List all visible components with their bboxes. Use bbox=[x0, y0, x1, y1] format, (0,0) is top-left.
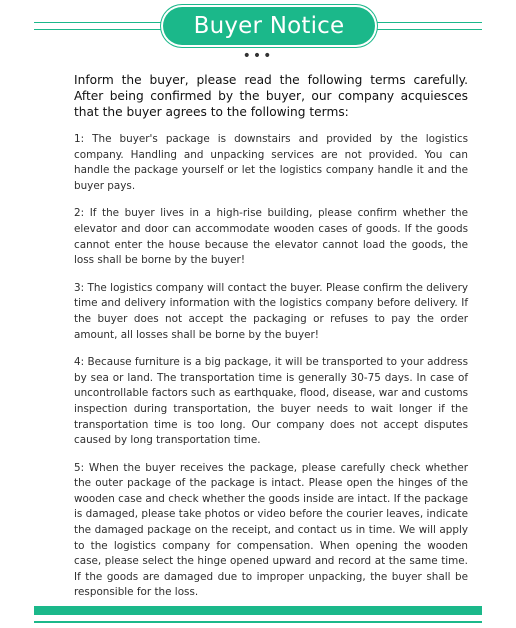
ellipsis-dots: ••• bbox=[242, 48, 274, 64]
header-banner bbox=[163, 7, 375, 45]
header-rule-right-bottom bbox=[374, 29, 482, 30]
term-5: 5: When the buyer receives the package, please carefully check whether the outer package of the package is intact. Please open the hinges of the wooden case and check whether the goods inside are intact. If the package is damaged, please take photos or video before the courier leaves, indicate the damaged package on the receipt, and contact us in time. We will apply to the logistics company for compensation. When opening the wooden case, please select the hinge opened upward and record at the same time. If the goods are damaged due to improper unpacking, the buyer shall be responsible for the loss. bbox=[74, 461, 468, 599]
term-2: 2: If the buyer lives in a high-rise building, please confirm whether the elevator and door can accommodate wooden cases of goods. If the goods cannot enter the house because the elevator cannot load the goods, the loss shall be borne by the buyer! bbox=[74, 207, 468, 267]
header-rule-left-top bbox=[34, 22, 164, 23]
page-title: Buyer Notice bbox=[193, 13, 345, 39]
footer-rule-thick bbox=[34, 606, 482, 615]
footer-rule-thin bbox=[34, 621, 482, 623]
intro-paragraph: Inform the buyer, please read the following terms carefully. After being confirmed by the buyer, our company acquiesces that the buyer agrees to the following terms: bbox=[74, 73, 468, 119]
header-rule-left-bottom bbox=[34, 29, 164, 30]
term-3: 3: The logistics company will contact the buyer. Please confirm the delivery time and delivery information with the logistics company before delivery. If the buyer does not accept the packaging or refuses to pay the order amount, all losses shall be borne by the buyer! bbox=[74, 281, 468, 341]
term-1: 1: The buyer's package is downstairs and provided by the logistics company. Handling and unpacking services are not provided. You can handle the package yourself or let the logistics company handle it and the buyer pays. bbox=[74, 133, 468, 192]
notice-body bbox=[74, 72, 468, 613]
term-4: 4: Because furniture is a big package, it will be transported to your address by sea or land. The transportation time is generally 30-75 days. In case of uncontrollable factors such as earthquake, flood, disease, war and customs inspection during transportation, the buyer needs to wait longer if the transportation time is too long. Our company does not accept disputes caused by long transportation time. bbox=[74, 356, 468, 447]
header-rule-right-top bbox=[374, 22, 482, 23]
